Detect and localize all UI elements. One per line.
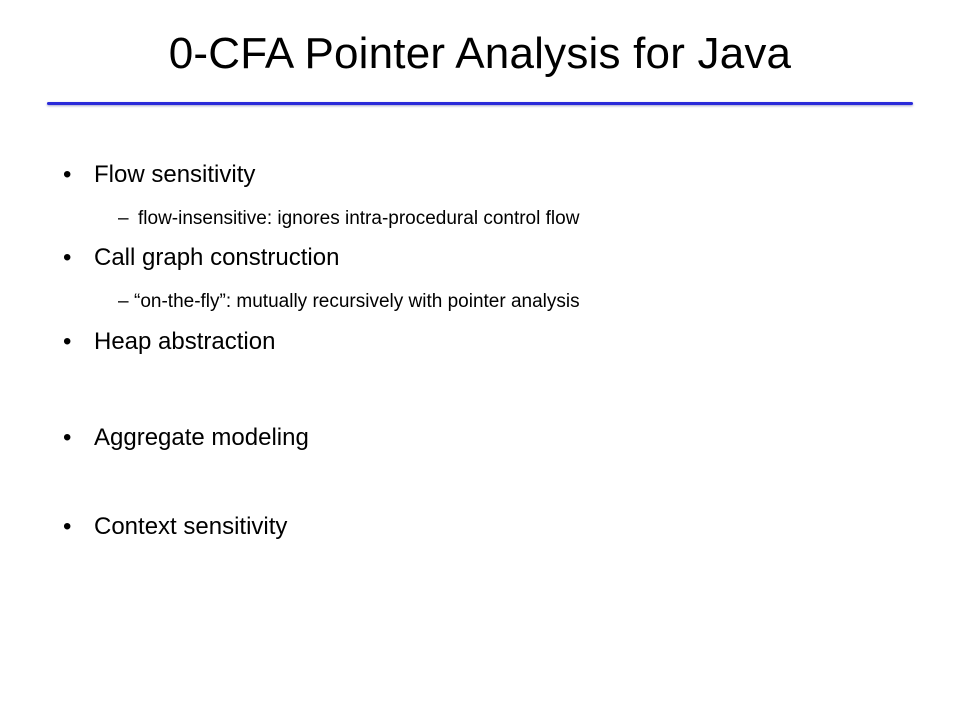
bullet-icon: • [63, 424, 72, 451]
bullet-label: Call graph construction [94, 244, 340, 271]
bullet-icon: • [63, 161, 72, 188]
bullet-label: Flow sensitivity [94, 161, 256, 188]
sub-bullet-label: flow-insensitive: ignores intra-procedural control flow [138, 208, 580, 229]
dash-icon: – [118, 291, 129, 312]
bullet-label: Context sensitivity [94, 513, 288, 540]
bullet-label: Heap abstraction [94, 328, 276, 355]
dash-icon: – [118, 208, 129, 229]
bullet-label: Aggregate modeling [94, 424, 309, 451]
slide-title: 0-CFA Pointer Analysis for Java [168, 29, 792, 78]
bullet-icon: • [63, 328, 72, 355]
bullet-icon: • [63, 244, 72, 271]
bullet-icon: • [63, 513, 72, 540]
title-underline [47, 102, 913, 105]
sub-bullet-label: “on-the-fly”: mutually recursively with pointer analysis [134, 291, 580, 312]
